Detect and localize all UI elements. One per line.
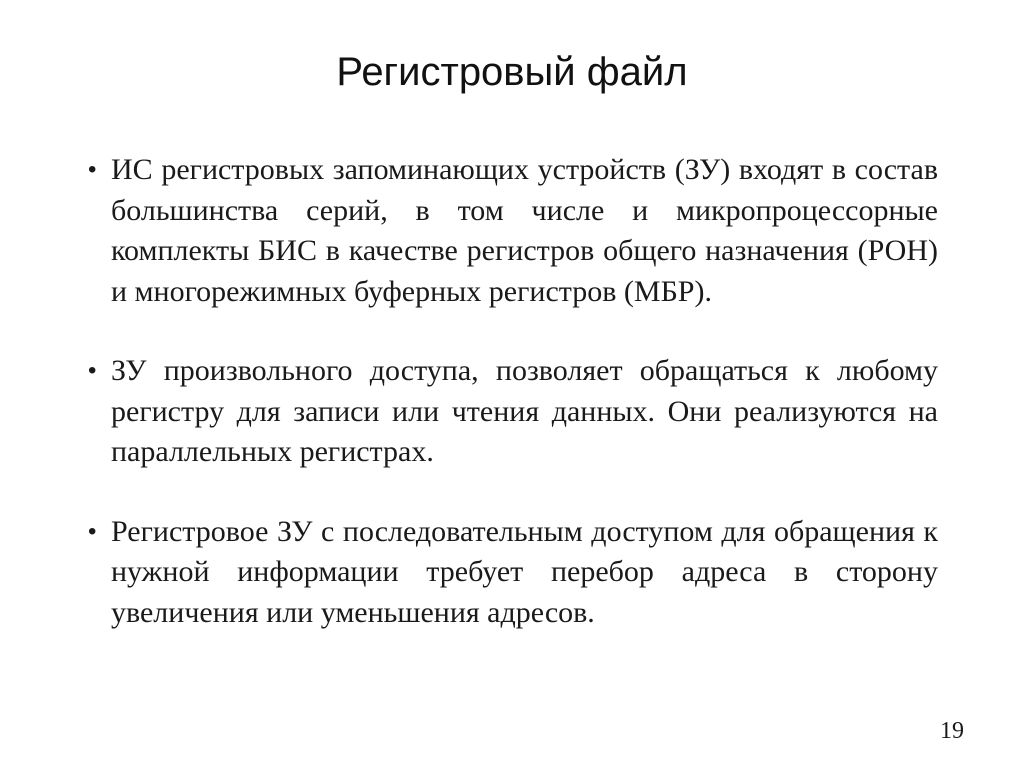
bullet-dot-icon: •	[88, 517, 97, 545]
bullet-list	[88, 150, 938, 633]
page-number: 19	[940, 718, 964, 744]
bullet-dot-icon: •	[88, 156, 97, 183]
bullet-text: ЗУ произвольного доступа, позволяет обращаться к любому регистру для записи или чтения данных. Они реализуются на параллельных регистрах.	[111, 354, 938, 468]
slide-title: Регистровый файл	[336, 50, 688, 94]
bullet-text: ИС регистровых запоминающих устройств (ЗУ) входят в состав большинства серий, в том числе и микропроцессорные комплекты БИС в качестве регистров общего назначения (РОН) и многорежимных буферных регистров (МБР).	[111, 153, 938, 308]
bullet-item	[88, 351, 938, 473]
bullet-text: Регистровое ЗУ с последовательным доступом для обращения к нужной информации требует перебор адреса в сторону увеличения или уменьшения адресов.	[111, 514, 938, 629]
bullet-dot-icon: •	[88, 357, 97, 384]
bullet-item	[88, 512, 938, 634]
bullet-item	[88, 150, 938, 312]
